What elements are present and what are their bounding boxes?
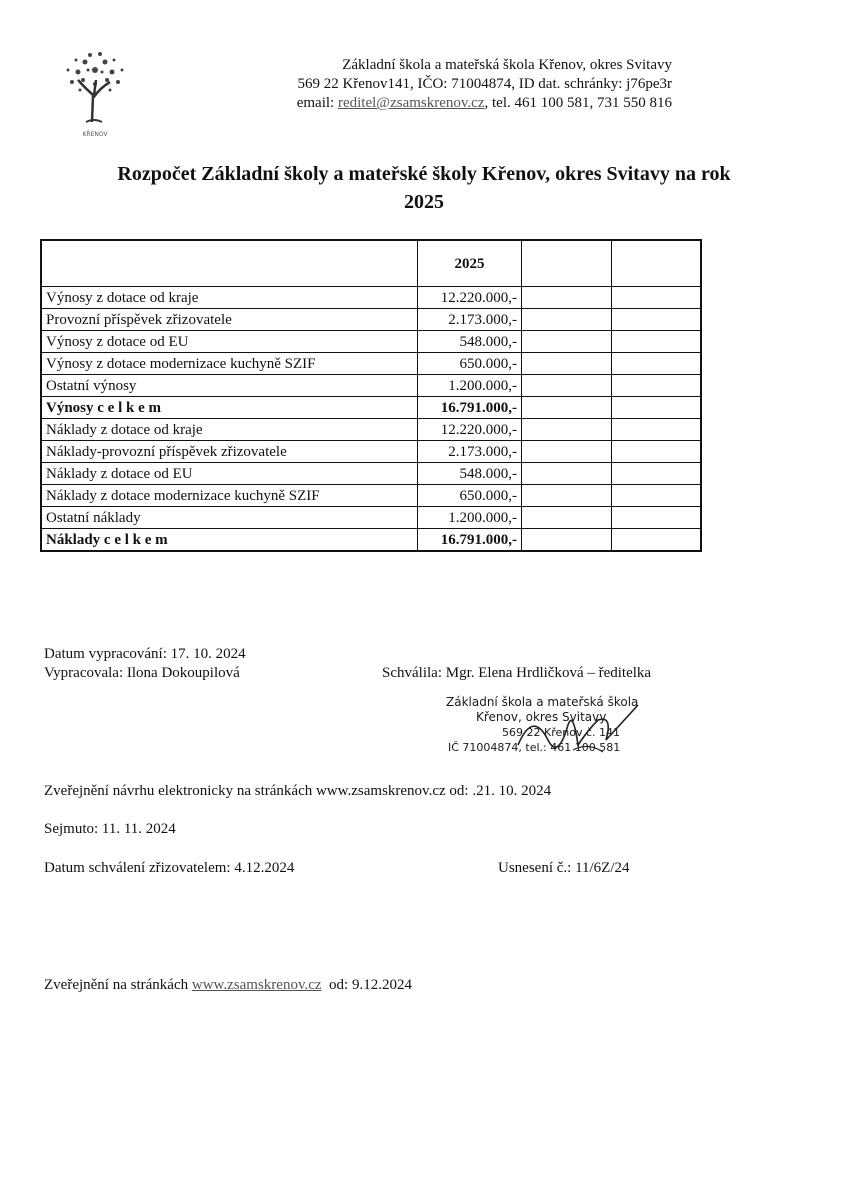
empty-cell xyxy=(522,419,612,441)
title-line-1: Rozpočet Základní školy a mateřské školy Křenov, okres Svitavy na rok xyxy=(117,163,731,185)
letterhead xyxy=(160,56,672,113)
table-row xyxy=(41,441,701,463)
title-line-2: 2025 xyxy=(404,191,444,213)
empty-cell xyxy=(612,397,702,419)
row-label: Výnosy c e l k e m xyxy=(41,397,418,419)
header-empty-cell xyxy=(612,240,702,287)
stamp-line-1: Základní škola a mateřská škola xyxy=(446,695,639,709)
empty-cell xyxy=(522,441,612,463)
row-label: Náklady z dotace od EU xyxy=(41,463,418,485)
empty-cell xyxy=(522,353,612,375)
row-label: Výnosy z dotace od EU xyxy=(41,331,418,353)
row-value: 650.000,- xyxy=(418,353,522,375)
approved-by: Schválila: Mgr. Elena Hrdličková – ředitelka xyxy=(382,665,652,681)
signature xyxy=(478,690,658,770)
empty-cell xyxy=(522,485,612,507)
prepared-by: Vypracovala: Ilona Dokoupilová xyxy=(44,665,240,681)
header-empty-cell xyxy=(41,240,418,287)
row-label: Výnosy z dotace modernizace kuchyně SZIF xyxy=(41,353,418,375)
table-row xyxy=(41,353,701,375)
row-value: 650.000,- xyxy=(418,485,522,507)
table-row xyxy=(41,485,701,507)
page-title xyxy=(40,160,808,216)
empty-cell xyxy=(522,507,612,529)
resolution-number: Usnesení č.: 11/6Z/24 xyxy=(498,860,630,876)
empty-cell xyxy=(612,309,702,331)
table-row xyxy=(41,309,701,331)
row-value: 16.791.000,- xyxy=(418,529,522,552)
row-value: 1.200.000,- xyxy=(418,507,522,529)
table-row xyxy=(41,331,701,353)
approval-date: Datum schválení zřizovatelem: 4.12.2024 xyxy=(44,860,295,876)
date-prepared: Datum vypracování: 17. 10. 2024 xyxy=(44,646,246,662)
website-link[interactable]: www.zsamskrenov.cz xyxy=(191,977,322,993)
empty-cell xyxy=(612,375,702,397)
total-revenue-row xyxy=(41,397,701,419)
removed-date: Sejmuto: 11. 11. 2024 xyxy=(44,821,176,837)
draft-publication: Zveřejnění návrhu elektronicky na stránkách www.zsamskrenov.cz od: .21. 10. 2024 xyxy=(44,783,552,799)
empty-cell xyxy=(522,309,612,331)
table-row xyxy=(41,507,701,529)
stamp-line-2: Křenov, okres Svitavy xyxy=(476,710,607,724)
empty-cell xyxy=(612,441,702,463)
row-value: 16.791.000,- xyxy=(418,397,522,419)
empty-cell xyxy=(612,353,702,375)
budget-table xyxy=(40,239,702,552)
row-label: Provozní příspěvek zřizovatele xyxy=(41,309,418,331)
row-label: Náklady-provozní příspěvek zřizovatele xyxy=(41,441,418,463)
row-value: 2.173.000,- xyxy=(418,309,522,331)
logo-caption: KŘENOV xyxy=(82,131,108,138)
publication-prefix: Zveřejnění na stránkách xyxy=(44,977,192,993)
row-label: Ostatní výnosy xyxy=(41,375,418,397)
empty-cell xyxy=(522,463,612,485)
row-value: 1.200.000,- xyxy=(418,375,522,397)
row-label: Náklady c e l k e m xyxy=(41,529,418,552)
row-value: 2.173.000,- xyxy=(418,441,522,463)
row-label: Výnosy z dotace od kraje xyxy=(41,287,418,309)
empty-cell xyxy=(612,419,702,441)
email-label: email: xyxy=(296,95,338,111)
school-logo xyxy=(50,40,140,140)
year-header: 2025 xyxy=(418,240,522,287)
email-link[interactable]: reditel@zsamskrenov.cz xyxy=(337,95,485,111)
empty-cell xyxy=(612,331,702,353)
contact-line xyxy=(160,94,672,113)
empty-cell xyxy=(612,485,702,507)
empty-cell xyxy=(522,287,612,309)
empty-cell xyxy=(612,463,702,485)
row-value: 548.000,- xyxy=(418,331,522,353)
row-value: 12.220.000,- xyxy=(418,287,522,309)
row-value: 12.220.000,- xyxy=(418,419,522,441)
school-name: Základní škola a mateřská škola Křenov, okres Svitavy xyxy=(342,57,672,73)
empty-cell xyxy=(612,529,702,552)
row-label: Náklady z dotace modernizace kuchyně SZIF xyxy=(41,485,418,507)
school-address: 569 22 Křenov141, IČO: 71004874, ID dat. schránky: j76pe3r xyxy=(297,76,672,92)
stamp-line-3: 569 22 Křenov č. 141 xyxy=(502,726,620,739)
empty-cell xyxy=(522,375,612,397)
row-label: Náklady z dotace od kraje xyxy=(41,419,418,441)
table-row xyxy=(41,287,701,309)
header-empty-cell xyxy=(522,240,612,287)
phone-text: , tel. 461 100 581, 731 550 816 xyxy=(484,95,672,111)
empty-cell xyxy=(522,397,612,419)
empty-cell xyxy=(612,507,702,529)
table-row xyxy=(41,375,701,397)
table-row xyxy=(41,463,701,485)
table-header-row xyxy=(41,240,701,287)
stamp-line-4: IČ 71004874, tel.: 461 100 581 xyxy=(448,741,621,754)
table-row xyxy=(41,419,701,441)
empty-cell xyxy=(522,529,612,552)
publication-suffix: od: 9.12.2024 xyxy=(321,977,412,993)
row-value: 548.000,- xyxy=(418,463,522,485)
empty-cell xyxy=(612,287,702,309)
publication-line xyxy=(44,976,412,995)
row-label: Ostatní náklady xyxy=(41,507,418,529)
empty-cell xyxy=(522,331,612,353)
total-costs-row xyxy=(41,529,701,552)
